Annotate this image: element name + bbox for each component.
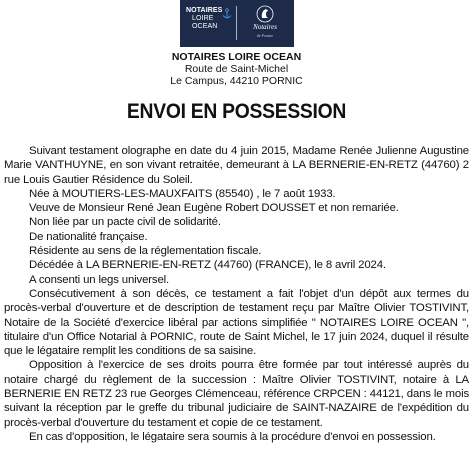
marianne-seal-icon	[256, 5, 274, 23]
office-address-block	[0, 51, 473, 87]
office-name: NOTAIRES LOIRE OCEAN	[171, 51, 302, 63]
office-address-line1: Route de Saint-Michel	[184, 63, 289, 75]
paragraph-intro: Suivant testament olographe en date du 4 juin 2015, Madame Renée Julienne Augustine Marie VANTHUYNE, en son vivant retraitée, demeurant à LA BERNERIE-EN-RETZ (44760) 2 rue Louis Gautier Résidence du Soleil.	[4, 145, 469, 186]
logo-wordmark-line3: OCEAN	[192, 23, 218, 30]
seal-text: Notaires	[253, 23, 277, 31]
seal-subtext: de France	[256, 33, 274, 38]
paragraph-pacs: Non liée par un pacte civil de solidarité.	[29, 216, 221, 229]
logo-wordmark	[186, 7, 222, 31]
paragraph-closing: En cas d'opposition, le légataire sera soumis à la procédure d'envoi en possession.	[29, 430, 436, 443]
logo-wordmark-line2: LOIRE	[192, 15, 214, 22]
paragraph-widow: Veuve de Monsieur René Jean Eugène Robert DOUSSET et non remariée.	[29, 202, 399, 215]
paragraph-birth: Née à MOUTIERS-LES-MAUXFAITS (85540) , le 7 août 1933.	[29, 187, 336, 200]
logo-divider	[236, 6, 237, 40]
paragraph-deposit: Consécutivement à son décès, ce testament a fait l'objet d'un dépôt aux termes du procès-verbal d'ouverture et de description de testament reçu par Maître Olivier TOSTIVINT, Notaire de la Société d'exercice libéral par actions simplifiée " NOTAIRES LOIRE OCEAN ", titulaire d'un Office Notarial à PORNIC, route de Saint Michel, le 17 juin 2024, duquel il résulte que le légataire remplit les conditions de sa saisine.	[4, 287, 469, 358]
notice-body	[4, 144, 469, 444]
notaires-de-france-seal	[242, 4, 288, 44]
anchor-icon	[221, 8, 233, 20]
notice-title: ENVOI EN POSSESSION	[126, 100, 347, 123]
notaires-loire-ocean-logo	[180, 0, 294, 47]
paragraph-nationality: De nationalité française.	[29, 230, 148, 243]
paragraph-opposition: Opposition à l'exercice de ses droits pourra être formée par tout intéressé auprès du notaire chargé du règlement de la succession : Maître Olivier TOSTIVINT, notaire à LA BERNERIE EN RETZ 23 rue Georges Clémenceau, référence CRPCEN : 44121, dans le mois suivant la réception par le greffe du tribunal judiciaire de SAINT-NAZAIRE de l'expédition du procès-verbal d'ouverture du testament et copie de ce testament.	[4, 359, 469, 429]
office-address-line2: Le Campus, 44210 PORNIC	[170, 75, 303, 87]
paragraph-residence: Résidente au sens de la réglementation fiscale.	[29, 245, 262, 258]
paragraph-death: Décédée à LA BERNERIE-EN-RETZ (44760) (FRANCE), le 8 avril 2024.	[29, 259, 386, 272]
logo-wordmark-line1: NOTAIRES	[186, 7, 223, 14]
paragraph-legacy: A consenti un legs universel.	[29, 273, 170, 286]
